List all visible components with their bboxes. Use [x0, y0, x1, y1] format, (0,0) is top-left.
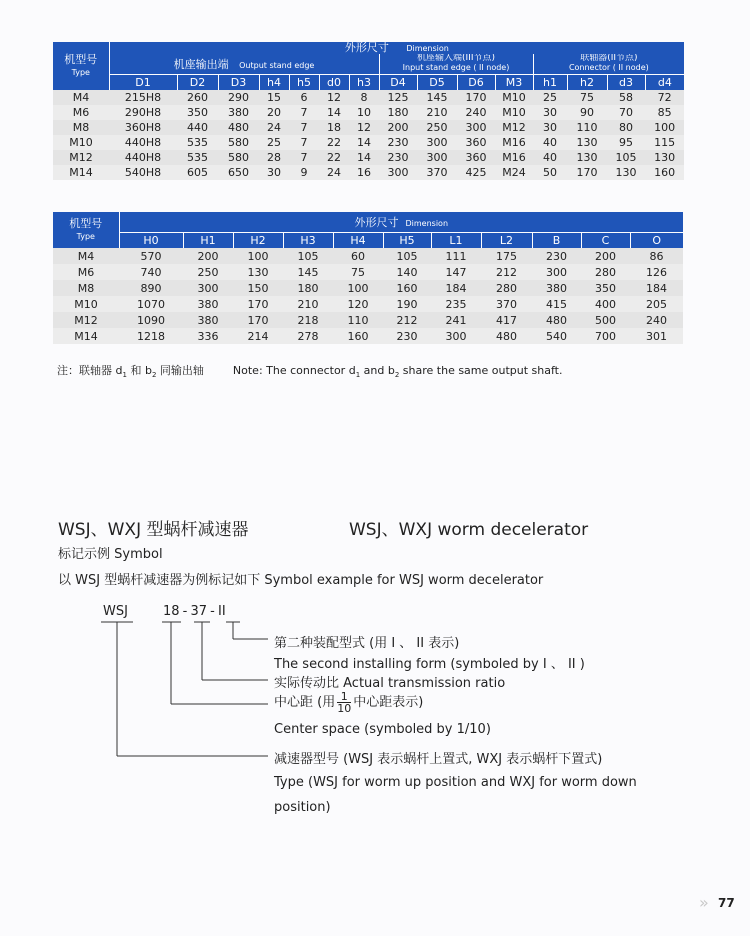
table-cell: 301	[630, 328, 683, 344]
column-header: h4	[259, 74, 289, 90]
table-cell: 126	[630, 264, 683, 280]
table-cell: 6	[289, 90, 319, 105]
table-cell: 180	[283, 280, 333, 296]
table-cell: 230	[532, 248, 581, 264]
center-space-cn: 中心距 (用 $\frac{1}{10}$ 中心距表示)	[274, 690, 424, 715]
table-cell: 240	[457, 105, 495, 120]
table-cell: 50	[533, 165, 567, 180]
table-cell: 160	[383, 280, 431, 296]
table-cell: 145	[283, 264, 333, 280]
type-header: 机型号 Type	[53, 42, 109, 90]
table-cell: 380	[532, 280, 581, 296]
column-header: d4	[645, 74, 684, 90]
table-cell: 30	[259, 165, 289, 180]
table-cell: 480	[532, 312, 581, 328]
table-cell: 130	[645, 150, 684, 165]
table-cell: 105	[283, 248, 333, 264]
table-cell: 7	[289, 105, 319, 120]
table-cell: 650	[218, 165, 259, 180]
table-cell: 300	[379, 165, 417, 180]
table-cell: 125	[379, 90, 417, 105]
table-cell: 140	[383, 264, 431, 280]
table-cell: 200	[581, 248, 630, 264]
column-header: H1	[183, 232, 233, 248]
type-cell: M4	[53, 90, 109, 105]
table-cell: 20	[259, 105, 289, 120]
table-cell: 480	[218, 120, 259, 135]
table-cell: 215H8	[109, 90, 177, 105]
column-header: H0	[119, 232, 183, 248]
table-cell: 200	[183, 248, 233, 264]
symbol-heading: 标记示例 Symbol	[58, 547, 163, 562]
table-note: 注：联轴器 $d_1$ 和 $b_2$ 同输出轴 Note: The connector $d_1$ and $b_2$ share the same output shaft.	[57, 364, 563, 380]
table-cell: 14	[349, 135, 379, 150]
table-cell: 111	[431, 248, 481, 264]
table-cell: 180	[379, 105, 417, 120]
table-cell: 535	[177, 135, 218, 150]
table-cell: 58	[607, 90, 645, 105]
table-cell: 170	[233, 296, 283, 312]
table-cell: 300	[431, 328, 481, 344]
table-cell: 300	[183, 280, 233, 296]
table-cell: 300	[532, 264, 581, 280]
table-cell: 100	[333, 280, 383, 296]
table-cell: 110	[333, 312, 383, 328]
table-cell: 380	[183, 312, 233, 328]
column-header: D3	[218, 74, 259, 90]
column-header: D4	[379, 74, 417, 90]
table-cell: 218	[283, 312, 333, 328]
column-header: H2	[233, 232, 283, 248]
table-cell: 28	[259, 150, 289, 165]
table-cell: 95	[607, 135, 645, 150]
table-cell: 214	[233, 328, 283, 344]
table-cell: 75	[333, 264, 383, 280]
table-cell: M24	[495, 165, 533, 180]
table-cell: 130	[567, 150, 607, 165]
type-cell: M12	[53, 312, 119, 328]
table-cell: 580	[218, 150, 259, 165]
column-header: B	[532, 232, 581, 248]
column-header: h2	[567, 74, 607, 90]
table-cell: 14	[319, 105, 349, 120]
reducer-type-en-1: Type (WSJ for worm up position and WXJ for worm down	[274, 775, 637, 790]
table-cell: 280	[581, 264, 630, 280]
table-cell: 72	[645, 90, 684, 105]
table-cell: 380	[183, 296, 233, 312]
table-cell: 240	[630, 312, 683, 328]
table-cell: M16	[495, 135, 533, 150]
column-header: h5	[289, 74, 319, 90]
output-stand-edge-header: 机座输出端 Output stand edge	[109, 54, 379, 74]
column-header: d0	[319, 74, 349, 90]
table-cell: 70	[607, 105, 645, 120]
table-cell: 230	[379, 150, 417, 165]
table-cell: 170	[233, 312, 283, 328]
transmission-ratio-label: 实际传动比 Actual transmission ratio	[274, 676, 506, 691]
table-cell: 500	[581, 312, 630, 328]
table-cell: 700	[581, 328, 630, 344]
type-cell: M4	[53, 248, 119, 264]
type-cell: M8	[53, 120, 109, 135]
column-header: H3	[283, 232, 333, 248]
table-cell: 300	[417, 135, 457, 150]
section-title-en: WSJ、WXJ worm decelerator	[349, 520, 589, 540]
table-cell: 280	[481, 280, 532, 296]
type-cell: M14	[53, 165, 109, 180]
table-cell: 440H8	[109, 135, 177, 150]
table-cell: 740	[119, 264, 183, 280]
table-cell: 1218	[119, 328, 183, 344]
table-cell: 580	[218, 135, 259, 150]
column-header: O	[630, 232, 683, 248]
table-cell: 7	[289, 120, 319, 135]
table-cell: 105	[383, 248, 431, 264]
table-cell: 90	[567, 105, 607, 120]
column-header: D5	[417, 74, 457, 90]
table-cell: 1070	[119, 296, 183, 312]
table-cell: 12	[319, 90, 349, 105]
table-cell: 360	[457, 135, 495, 150]
table-cell: 25	[533, 90, 567, 105]
table-cell: 290	[218, 90, 259, 105]
table-cell: 1090	[119, 312, 183, 328]
table-cell: 370	[481, 296, 532, 312]
table-cell: 25	[259, 135, 289, 150]
table-cell: 370	[417, 165, 457, 180]
table-cell: 105	[607, 150, 645, 165]
table-cell: 230	[383, 328, 431, 344]
table-cell: 130	[233, 264, 283, 280]
page-number: 77	[718, 896, 735, 910]
column-header: D1	[109, 74, 177, 90]
table-cell: 380	[218, 105, 259, 120]
table-cell: 540	[532, 328, 581, 344]
table-cell: M10	[495, 90, 533, 105]
table-cell: 10	[349, 105, 379, 120]
reducer-type-cn: 减速器型号 (WSJ 表示蜗杆上置式, WXJ 表示蜗杆下置式)	[274, 752, 603, 767]
table-cell: 100	[645, 120, 684, 135]
table-cell: 120	[333, 296, 383, 312]
table-cell: 110	[567, 120, 607, 135]
column-header: L2	[481, 232, 532, 248]
section-title-cn: WSJ、WXJ 型蜗杆减速器	[58, 520, 249, 540]
table-cell: 8	[349, 90, 379, 105]
type-header-2: 机型号 Type	[53, 212, 119, 248]
table-cell: 417	[481, 312, 532, 328]
table-cell: 350	[581, 280, 630, 296]
table-cell: 540H8	[109, 165, 177, 180]
table-cell: 40	[533, 135, 567, 150]
table-cell: M16	[495, 150, 533, 165]
table-cell: 80	[607, 120, 645, 135]
table-cell: 24	[259, 120, 289, 135]
table-cell: 212	[383, 312, 431, 328]
table-cell: 440	[177, 120, 218, 135]
column-header: L1	[431, 232, 481, 248]
table-cell: 360	[457, 150, 495, 165]
type-cell: M12	[53, 150, 109, 165]
reducer-type-en-2: position)	[274, 800, 331, 815]
column-header: D2	[177, 74, 218, 90]
table-cell: 250	[183, 264, 233, 280]
table-cell: 570	[119, 248, 183, 264]
table-cell: 425	[457, 165, 495, 180]
table-cell: 18	[319, 120, 349, 135]
table-cell: 9	[289, 165, 319, 180]
table-cell: 22	[319, 135, 349, 150]
table-cell: 7	[289, 150, 319, 165]
installing-form-en: The second installing form (symboled by I 、 II )	[274, 657, 585, 672]
column-header: H4	[333, 232, 383, 248]
table-cell: 24	[319, 165, 349, 180]
table-cell: 30	[533, 120, 567, 135]
column-header: D6	[457, 74, 495, 90]
table-cell: 115	[645, 135, 684, 150]
table-cell: 400	[581, 296, 630, 312]
table-cell: 7	[289, 135, 319, 150]
table-cell: 30	[533, 105, 567, 120]
designation-numbers: 18 - 37 - II	[163, 604, 226, 619]
column-header: d3	[607, 74, 645, 90]
column-header: h3	[349, 74, 379, 90]
designation-code: WSJ	[103, 604, 128, 619]
table-cell: 160	[333, 328, 383, 344]
table-cell: 16	[349, 165, 379, 180]
table-cell: 235	[431, 296, 481, 312]
input-stand-edge-header: 机座输入端(III节点) Input stand edge ( II node)	[379, 54, 533, 74]
table-cell: 160	[645, 165, 684, 180]
center-space-en: Center space (symboled by 1/10)	[274, 722, 491, 737]
table-cell: 170	[457, 90, 495, 105]
table-cell: 40	[533, 150, 567, 165]
table-cell: 300	[457, 120, 495, 135]
type-cell: M14	[53, 328, 119, 344]
table-cell: 440H8	[109, 150, 177, 165]
table-cell: 22	[319, 150, 349, 165]
table-cell: 150	[233, 280, 283, 296]
table-cell: 12	[349, 120, 379, 135]
table-cell: 260	[177, 90, 218, 105]
table-cell: 190	[383, 296, 431, 312]
table-cell: 184	[630, 280, 683, 296]
dimension-header-2: 外形尺寸 Dimension	[119, 212, 683, 232]
table-cell: 241	[431, 312, 481, 328]
type-cell: M8	[53, 280, 119, 296]
table-cell: M12	[495, 120, 533, 135]
type-cell: M6	[53, 105, 109, 120]
one-tenth-fraction: $\frac{1}{10}$	[337, 690, 352, 715]
table-cell: 147	[431, 264, 481, 280]
table-cell: 210	[417, 105, 457, 120]
table-cell: 100	[233, 248, 283, 264]
table-cell: 230	[379, 135, 417, 150]
table-cell: 890	[119, 280, 183, 296]
table-cell: 184	[431, 280, 481, 296]
dimension-header: 外形尺寸 Dimension	[109, 42, 684, 54]
table-cell: 60	[333, 248, 383, 264]
table-cell: 175	[481, 248, 532, 264]
column-header: h1	[533, 74, 567, 90]
table-cell: 210	[283, 296, 333, 312]
table-cell: 205	[630, 296, 683, 312]
table-cell: 290H8	[109, 105, 177, 120]
table-cell: 350	[177, 105, 218, 120]
table-cell: 145	[417, 90, 457, 105]
type-cell: M10	[53, 135, 109, 150]
table-cell: 415	[532, 296, 581, 312]
table-cell: 200	[379, 120, 417, 135]
table-cell: 130	[567, 135, 607, 150]
table-cell: 170	[567, 165, 607, 180]
table-cell: 85	[645, 105, 684, 120]
connector-header: 联轴器(II节点) Connector ( II node)	[533, 54, 684, 74]
table-cell: 14	[349, 150, 379, 165]
table-cell: 75	[567, 90, 607, 105]
column-header: C	[581, 232, 630, 248]
table-cell: 86	[630, 248, 683, 264]
installing-form-cn: 第二种装配型式 (用 I 、 II 表示)	[274, 636, 460, 651]
table-cell: 360H8	[109, 120, 177, 135]
table-cell: 300	[417, 150, 457, 165]
page-arrow-icon: ››	[699, 893, 706, 912]
table-cell: 535	[177, 150, 218, 165]
table-cell: M10	[495, 105, 533, 120]
table-cell: 130	[607, 165, 645, 180]
column-header: M3	[495, 74, 533, 90]
table-cell: 336	[183, 328, 233, 344]
table-cell: 605	[177, 165, 218, 180]
type-cell: M10	[53, 296, 119, 312]
table-cell: 250	[417, 120, 457, 135]
type-cell: M6	[53, 264, 119, 280]
column-header: H5	[383, 232, 431, 248]
table-cell: 480	[481, 328, 532, 344]
symbol-example-line: 以 WSJ 型蜗杆减速器为例标记如下 Symbol example for WSJ worm decelerator	[58, 573, 544, 588]
table-cell: 212	[481, 264, 532, 280]
table-cell: 15	[259, 90, 289, 105]
table-cell: 278	[283, 328, 333, 344]
